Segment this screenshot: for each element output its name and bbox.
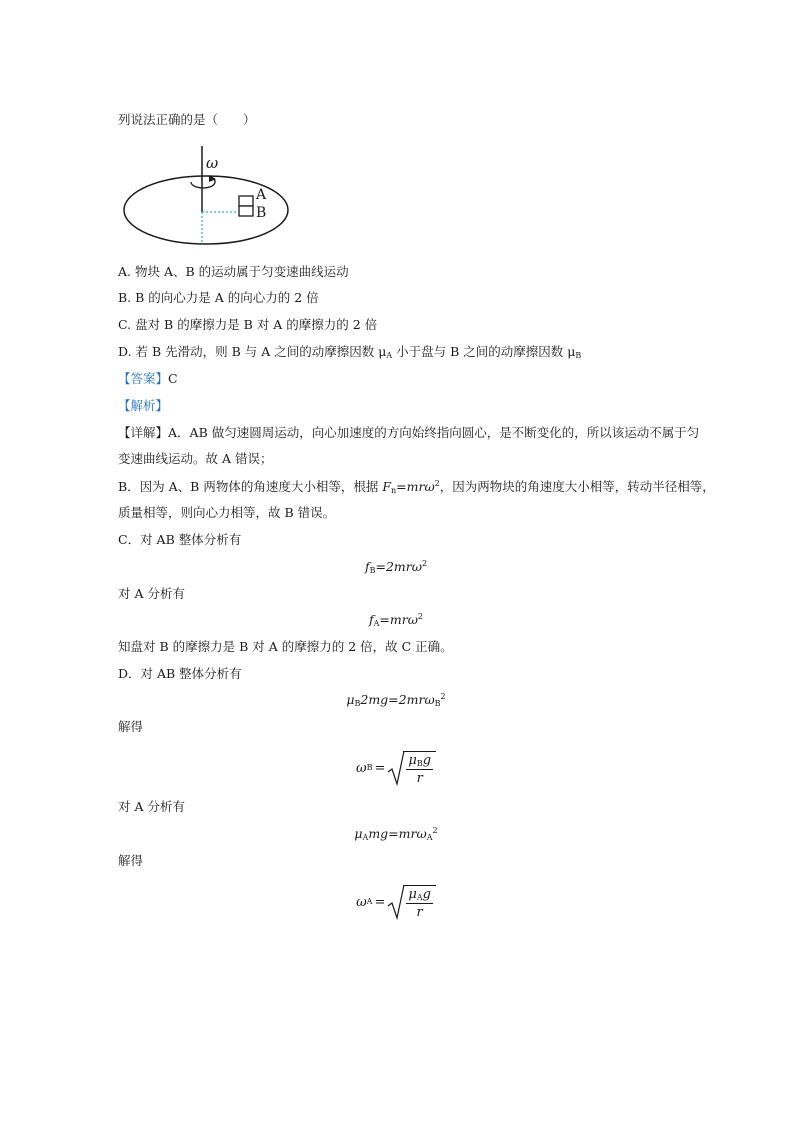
block-a-label: A bbox=[256, 187, 267, 203]
equation-omega-b: ω B = $\frac{\mu_Bg}{r}$ bbox=[0, 748, 792, 788]
eq-fb-f: f bbox=[364, 559, 370, 574]
eq-omegab-omega: ω bbox=[355, 760, 367, 776]
eq-fa-sub: A bbox=[373, 619, 380, 628]
formula-fn-F: F bbox=[382, 479, 392, 494]
eq-mub-rest: 2mg=2mrω bbox=[360, 692, 435, 707]
formula-fn-rest: =mrω bbox=[396, 479, 435, 494]
eq-fb-sup: 2 bbox=[421, 559, 428, 568]
sqrt-omega-a bbox=[387, 884, 436, 920]
answer-value: C bbox=[168, 371, 178, 386]
equation-mub bbox=[0, 692, 792, 708]
equation-omega-a: ω A = $\frac{\mu_Ag}{r}$ bbox=[0, 882, 792, 922]
eq-omegaa-num-mu: μ bbox=[408, 886, 417, 902]
eq-mub-sup: 2 bbox=[440, 692, 446, 701]
eq-fb-sub: B bbox=[369, 566, 376, 575]
eq-mua-rest: mg=mrω bbox=[368, 826, 427, 841]
detail-b-pre: B．因为 A、B 两物体的角速度大小相等，根据 bbox=[118, 479, 383, 494]
block-b-label: B bbox=[256, 205, 267, 221]
eq-omegaa-eq: = bbox=[374, 894, 386, 910]
detail-c-line1: C．对 AB 整体分析有 bbox=[118, 532, 242, 547]
fraction-omega-b bbox=[403, 751, 436, 786]
detail-b-line2: 质量相等，则向心力相等，故 B 错误。 bbox=[118, 505, 336, 520]
detail-c-line2: 对 A 分析有 bbox=[118, 586, 185, 601]
eq-omegab-num-mu: μ bbox=[408, 752, 417, 768]
option-d bbox=[118, 344, 581, 360]
solve-label-2: 解得 bbox=[118, 853, 144, 868]
eq-omegab-eq: = bbox=[374, 760, 386, 776]
answer-tag: 【答案】 bbox=[118, 371, 169, 386]
equation-mua bbox=[0, 826, 792, 842]
eq-omegaa-omega: ω bbox=[356, 894, 367, 910]
eq-mua-sup: 2 bbox=[432, 826, 438, 835]
detail-a-text1: A．AB 做匀速圆周运动，向心加速度的方向始终指向圆心，是不断变化的，所以该运动不属于匀 bbox=[168, 425, 700, 440]
eq-omegaa-num-g: g bbox=[422, 886, 431, 902]
fraction-omega-b-den: r bbox=[416, 770, 423, 786]
solve-label-1: 解得 bbox=[118, 719, 144, 734]
eq-fa-sup: 2 bbox=[417, 612, 423, 621]
detail-b-post: ，因为两物块的角速度大小相等，转动半径相等， bbox=[439, 479, 715, 494]
block-a bbox=[239, 196, 253, 206]
eq-mub-sub2: B bbox=[434, 699, 441, 708]
equation-fa bbox=[0, 612, 792, 628]
formula-fn-sub: n bbox=[391, 486, 397, 495]
detail-a-line1 bbox=[118, 425, 699, 441]
equation-fb bbox=[0, 559, 792, 575]
eq-omegaa-num-sub: A bbox=[416, 892, 423, 902]
option-d-text: D. 若 B 先滑动，则 B 与 A 之间的动摩擦因数 μ bbox=[118, 344, 387, 359]
omega-label: ω bbox=[206, 154, 219, 172]
eq-mub-sub: B bbox=[354, 699, 361, 708]
option-d-sub-a: A bbox=[386, 351, 393, 360]
eq-omegab-num-g: g bbox=[422, 752, 432, 768]
answer-line bbox=[118, 371, 178, 387]
fraction-omega-a-num bbox=[406, 887, 433, 904]
eq-fa-rest: =mrω bbox=[379, 612, 418, 627]
analysis-tag: 【解析】 bbox=[118, 398, 169, 413]
fraction-omega-b-num bbox=[406, 753, 433, 770]
eq-omegab-num-sub: B bbox=[416, 758, 423, 768]
detail-c-line3: 知盘对 B 的摩擦力是 B 对 A 的摩擦力的 2 倍，故 C 正确。 bbox=[118, 639, 453, 654]
eq-fb-rest: =2mrω bbox=[375, 559, 422, 574]
eq-fa-f: f bbox=[368, 612, 374, 627]
option-d-sub-b: B bbox=[575, 351, 582, 360]
block-b bbox=[239, 206, 253, 216]
sqrt-omega-b bbox=[387, 750, 436, 786]
eq-mub-mu: μ bbox=[346, 692, 355, 707]
formula-fn-sup: 2 bbox=[434, 479, 440, 488]
detail-d-line2: 对 A 分析有 bbox=[118, 799, 185, 814]
rotating-disk-diagram bbox=[118, 142, 294, 252]
eq-mua-sub: A bbox=[362, 833, 369, 842]
detail-d-line1: D．对 AB 整体分析有 bbox=[118, 666, 242, 681]
fraction-omega-a-den: r bbox=[416, 904, 423, 920]
option-a: A. 物块 A、B 的运动属于匀变速曲线运动 bbox=[118, 264, 349, 279]
detail-tag: 【详解】 bbox=[118, 425, 169, 440]
question-tail: 列说法正确的是（ ） bbox=[118, 112, 256, 127]
option-b: B. B 的向心力是 A 的向心力的 2 倍 bbox=[118, 290, 319, 305]
detail-a-line2: 变速曲线运动。故 A 错误； bbox=[118, 451, 273, 466]
detail-b-line1 bbox=[118, 479, 715, 495]
eq-mua-sub2: A bbox=[426, 833, 433, 842]
option-d-mid: 小于盘与 B 之间的动摩擦因数 μ bbox=[392, 344, 576, 359]
fraction-omega-a bbox=[403, 885, 436, 920]
eq-mua-mu: μ bbox=[354, 826, 363, 841]
option-c: C. 盘对 B 的摩擦力是 B 对 A 的摩擦力的 2 倍 bbox=[118, 317, 378, 332]
